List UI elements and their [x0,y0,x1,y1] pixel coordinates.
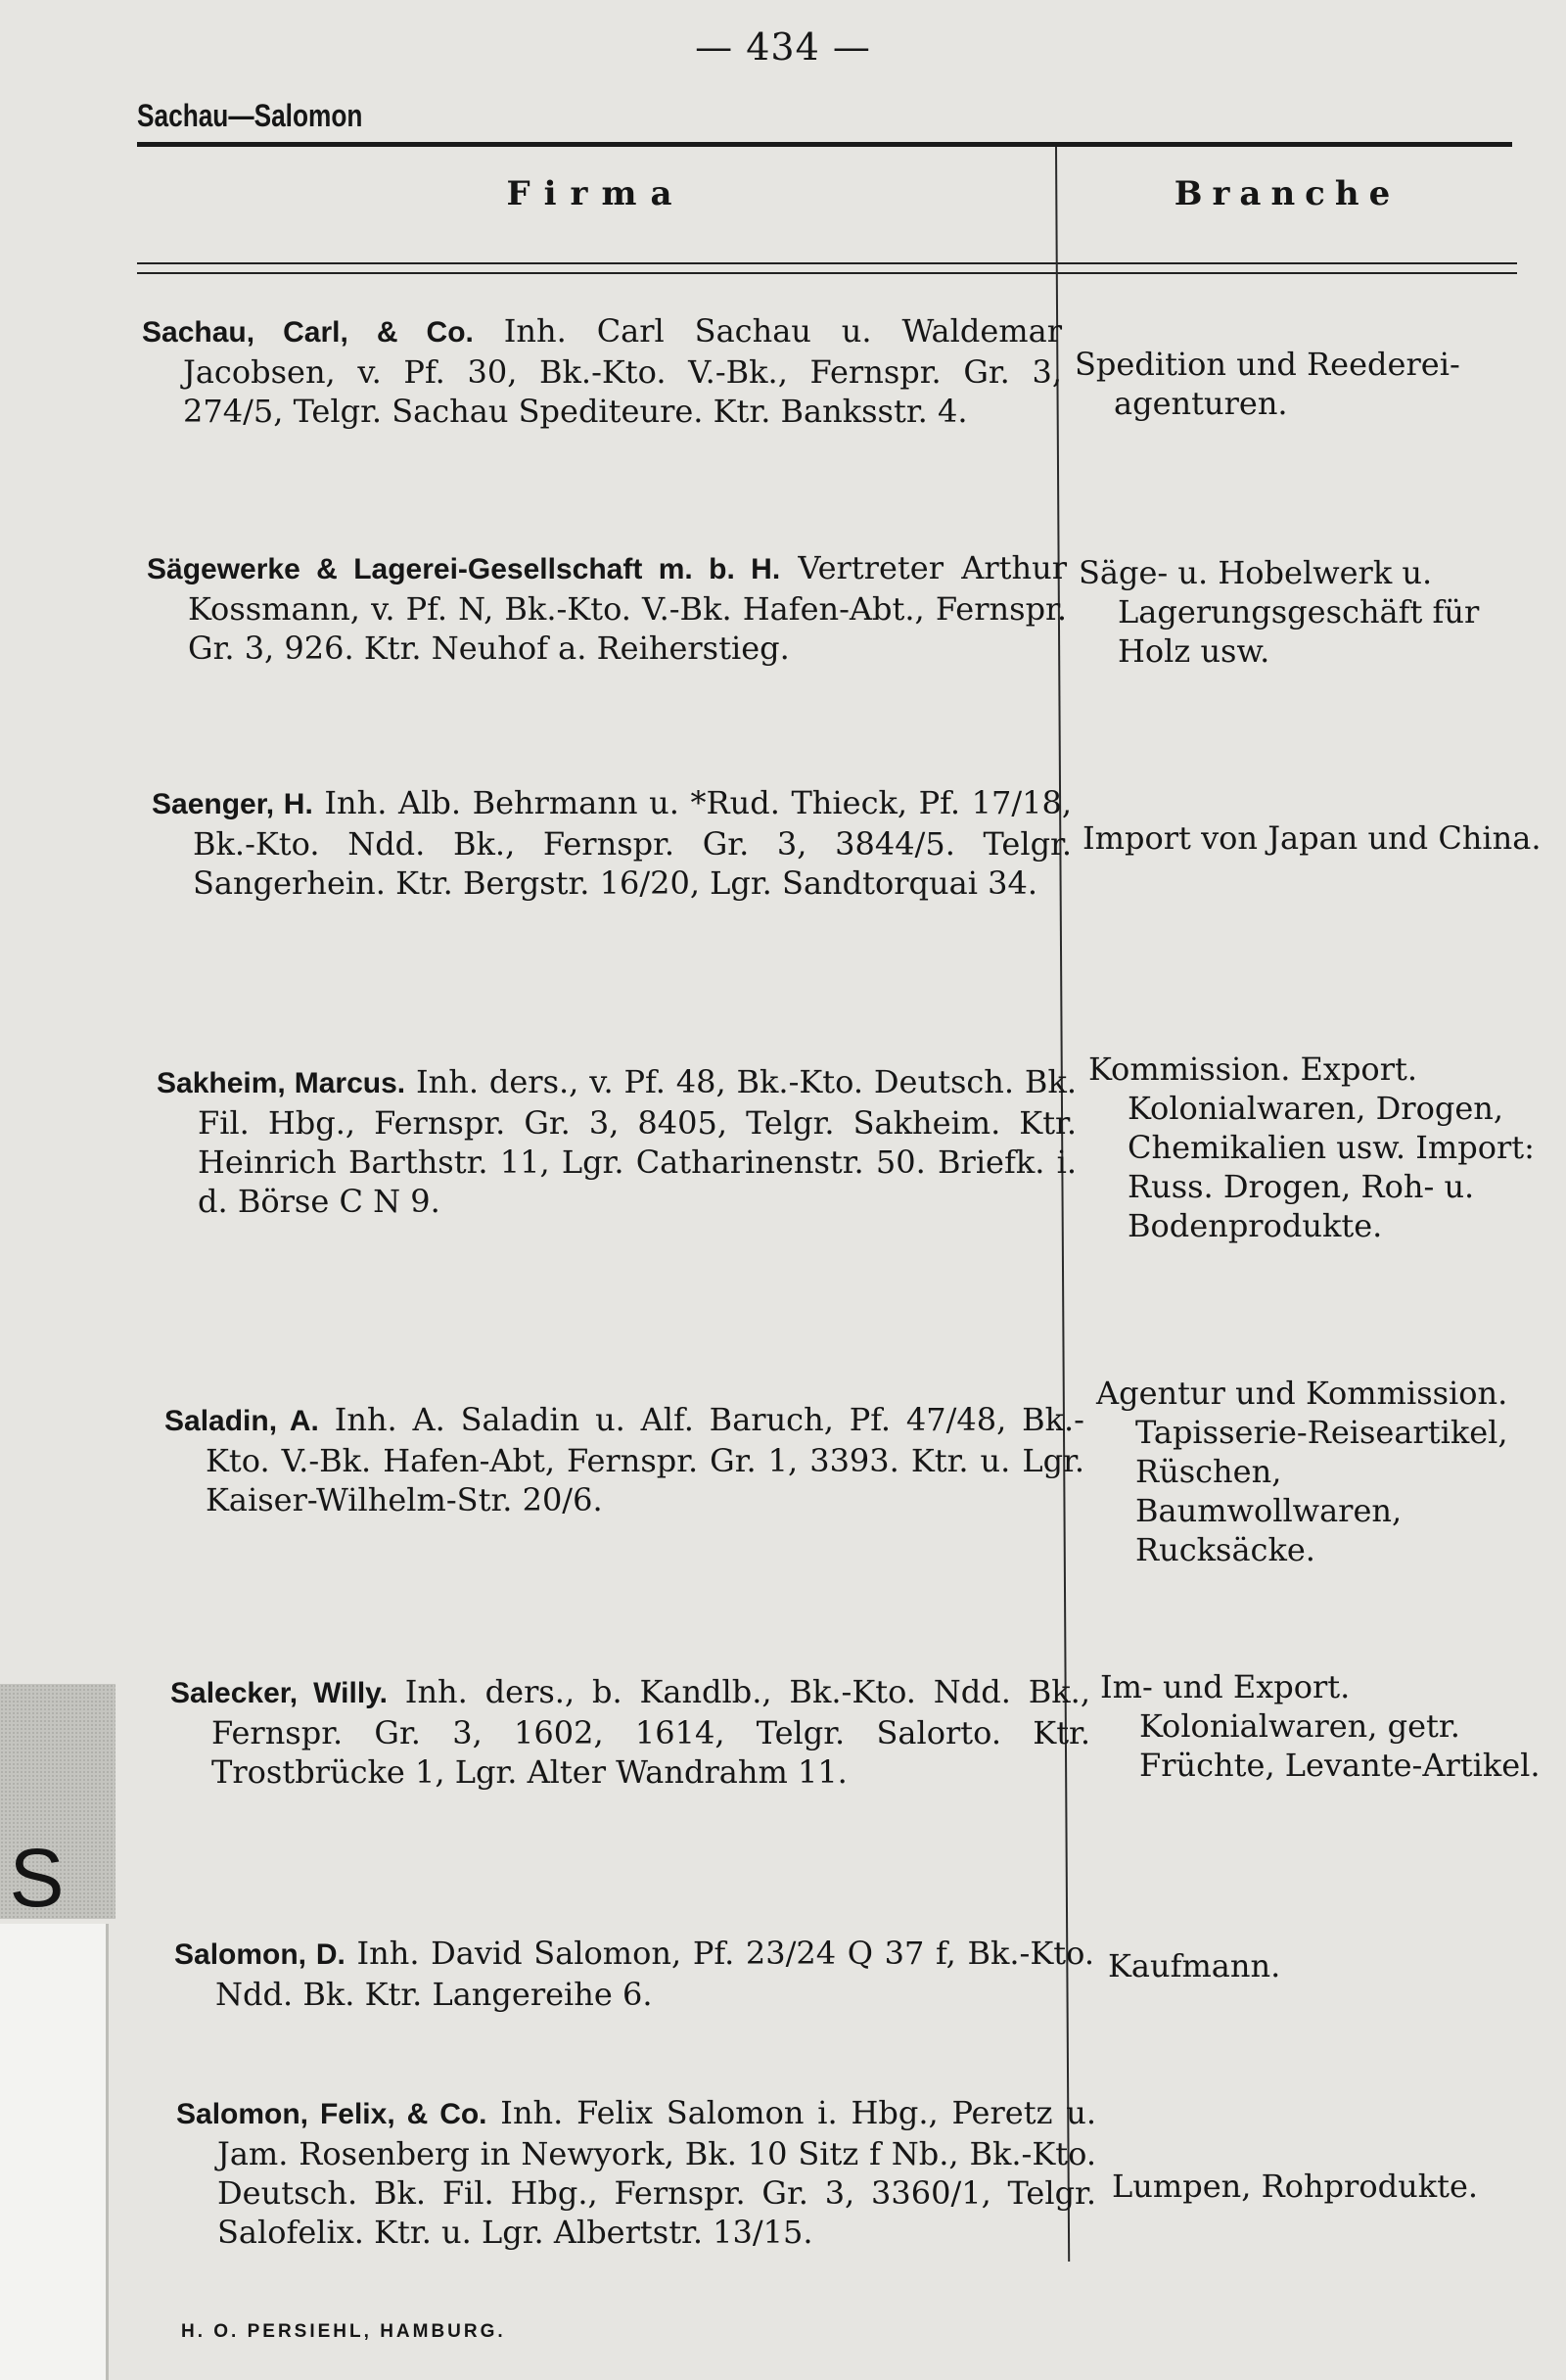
branche-cell: Agentur und Kommission. Tapisserie-Reiseartikel, Rüschen, Baumwollwaren, Rucksäcke. [1096,1375,1508,1568]
firm-entry [174,1934,1094,2014]
firm-entry [170,1672,1090,1792]
page-number: — 434 — [695,25,871,69]
firm-details: Inh. Carl Sachau u. Waldemar Jacobsen, v. Pf. 30, Bk.-Kto. V.-Bk., Fernspr. Gr. 3, 274/5, Telgr. Sachau Spediteure. Ktr. Banksstr. 4. [183,312,1063,430]
running-head: Sachau—Salomon [137,98,363,133]
firm-name: Sägewerke & Lagerei-Gesellschaft m. b. H. [147,553,781,585]
branche-cell: Im- und Export. Kolonialwaren, getr. Früchte, Levante-Artikel. [1100,1668,1541,1784]
branche-cell: Lumpen, Rohprodukte. [1112,2168,1479,2205]
firm-details: Inh. ders., b. Kandlb., Bk.-Kto. Ndd. Bk., Fernspr. Gr. 3, 1602, 1614, Telgr. Salorto. Ktr. Trostbrücke 1, Lgr. Alter Wandrahm 11. [211,1673,1090,1791]
firm-details: Vertreter Arthur Kossmann, v. Pf. N, Bk.-Kto. V.-Bk. Hafen-Abt., Fernspr. Gr. 3, 926. Ktr. Neuhof a. Reiherstieg. [188,549,1067,667]
firm-entry-text [157,1062,1077,1221]
firm-name: Saenger, H. [152,788,313,820]
firm-entry [164,1400,1084,1519]
table-header [137,174,1512,233]
firm-entry-text [174,1934,1094,2014]
branche-cell: Säge- u. Hobelwerk u. Lagerungsgeschäft für Holz usw. [1079,554,1480,670]
branche-cell: Kaufmann. [1108,1947,1281,1984]
firm-entry [147,548,1067,668]
firm-details: Inh. Felix Salomon i. Hbg., Peretz u. Jam. Rosenberg in Newyork, Bk. 10 Sitz f Nb., Bk.-Kto. Deutsch. Bk. Fil. Hbg., Fernspr. Gr. 3, 3360/1, Telgr. Salofelix. Ktr. u. Lgr. Albertstr. 13/15. [217,2094,1097,2251]
firm-entry [176,2093,1096,2252]
branche-cell: Spedition und Reederei-agenturen. [1075,346,1460,422]
firm-entry [157,1062,1077,1221]
header-double-rule-bottom [137,272,1517,274]
firm-name: Salomon, D. [174,1938,345,1971]
firm-entry-text [176,2093,1096,2252]
thumb-index-letter: S [9,1832,65,1924]
firm-name: Sakheim, Marcus. [157,1067,406,1099]
printer-imprint: H. O. PERSIEHL, HAMBURG. [181,2321,506,2342]
header-rule [137,142,1512,147]
page-edge-strip [0,1924,109,2380]
firm-entry-text [164,1400,1084,1519]
firm-entry-text [170,1672,1090,1792]
firm-entry [142,311,1062,431]
firm-name: Salecker, Willy. [170,1677,388,1709]
branche-cell: Kommission. Export. Kolonialwaren, Drogen, Chemikalien usw. Import: Russ. Drogen, Roh- u. Bodenprodukte. [1088,1050,1535,1244]
firm-details: Inh. A. Saladin u. Alf. Baruch, Pf. 47/48, Bk.-Kto. V.-Bk. Hafen-Abt, Fernspr. Gr. 1, 3393. Ktr. u. Lgr. Kaiser-Wilhelm-Str. 20/6. [206,1401,1084,1518]
column-header-firma: Firma [506,174,686,213]
firm-entry [152,783,1072,903]
firm-details: Inh. ders., v. Pf. 48, Bk.-Kto. Deutsch. Bk. Fil. Hbg., Fernspr. Gr. 3, 8405, Telgr. Sakheim. Ktr. Heinrich Barthstr. 11, Lgr. Catharinenstr. 50. Briefk. i. d. Börse C N 9. [198,1063,1078,1220]
firm-entry-text [142,311,1062,431]
firm-name: Salomon, Felix, & Co. [176,2098,487,2130]
firm-details: Inh. David Salomon, Pf. 23/24 Q 37 f, Bk.-Kto. Ndd. Bk. Ktr. Langereihe 6. [215,1935,1095,2013]
header-double-rule-top [137,262,1517,264]
column-header-branche: Branche [1174,174,1401,213]
firm-entry-text [147,548,1067,668]
firm-name: Sachau, Carl, & Co. [142,316,474,349]
branche-cell: Import von Japan und China. [1082,819,1542,857]
firm-name: Saladin, A. [164,1405,319,1437]
firm-details: Inh. Alb. Behrmann u. *Rud. Thieck, Pf. 17/18, Bk.-Kto. Ndd. Bk., Fernspr. Gr. 3, 3844/5. Telgr. Sangerhein. Ktr. Bergstr. 16/20, Lgr. Sandtorquai 34. [193,784,1073,902]
firm-entry-text [152,783,1072,903]
